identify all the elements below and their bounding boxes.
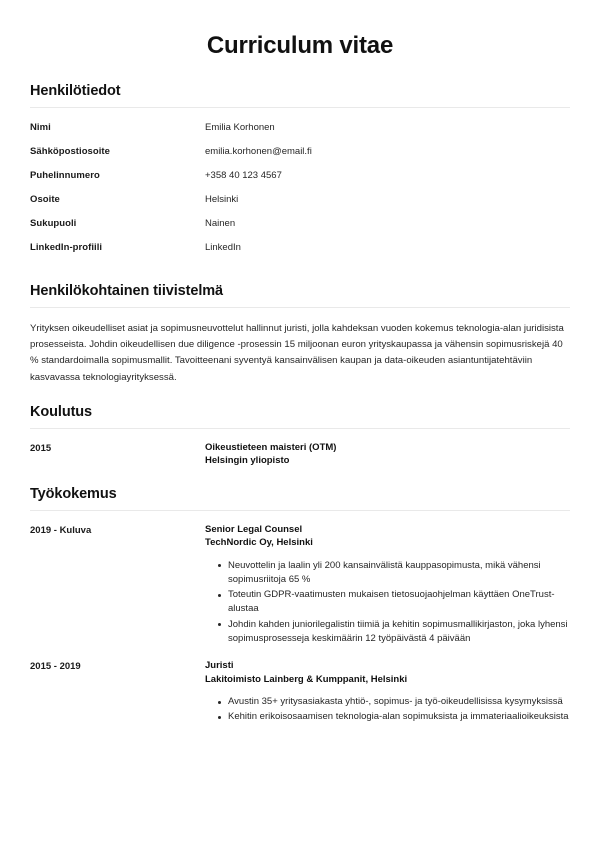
education-entry (30, 441, 570, 468)
section-divider (30, 428, 570, 429)
detail-row (30, 169, 570, 193)
detail-row (30, 241, 570, 265)
detail-row (30, 193, 570, 217)
entry-period: 2019 - Kuluva (30, 524, 92, 536)
personal-details-list (30, 121, 570, 265)
detail-value: emilia.korhonen@email.fi (205, 146, 312, 157)
entry-body (205, 659, 570, 725)
entry-body (205, 523, 570, 647)
entry-degree: Oikeustieteen maisteri (OTM) (205, 441, 337, 453)
section-experience (30, 485, 570, 726)
entry-body (205, 441, 570, 468)
section-heading-personal: Henkilötiedot (30, 83, 121, 99)
section-divider (30, 510, 570, 511)
detail-row (30, 145, 570, 169)
section-summary (30, 282, 570, 386)
spacer (30, 62, 570, 82)
detail-row (30, 217, 570, 241)
section-heading-education: Koulutus (30, 403, 93, 420)
list-item: Kehitin erikoisosaamisen teknologia-alan sopimuksista ja immateriaalioikeuksista (218, 710, 570, 724)
detail-label: Sukupuoli (30, 218, 77, 229)
summary-paragraph: Yrityksen oikeudelliset asiat ja sopimusneuvottelut hallinnut juristi, jolla kahdeksan vuoden kokemus teknologia-alan juridisista prosesseista. Johdin oikeudellisen due diligence -prosessin 15 miljoonan euron yrityskaupassa ja vähensin sopimusriskejä 40 % standardoimalla sopimusmallit. Tavoitteenani syventyä kansainvälisen kaupan ja data-oikeuden asiantuntijatehtäviin kasvavassa teknologiayrityksessä. (30, 323, 564, 383)
list-item: Johdin kahden juniorilegalistin tiimiä ja kehitin sopimusmallikirjaston, joka lyhensi sopimusprosesseja keskimäärin 12 työpäivästä 4 päivään (218, 618, 570, 646)
entry-bullet-list (205, 695, 570, 724)
detail-label: LinkedIn-profiili (30, 242, 103, 253)
spacer (30, 386, 570, 403)
section-education (30, 403, 570, 468)
detail-label: Osoite (30, 194, 60, 205)
section-heading-experience: Työkokemus (30, 485, 117, 502)
section-divider (30, 107, 570, 108)
page-title: Curriculum vitae (206, 32, 394, 59)
entry-employer: TechNordic Oy, Helsinki (205, 537, 313, 549)
list-item: Toteutin GDPR-vaatimusten mukaisen tietosuojaohjelman käyttäen OneTrust-alustaa (218, 588, 570, 616)
entry-employer: Lakitoimisto Lainberg & Kumppanit, Helsinki (205, 673, 408, 685)
detail-label: Nimi (30, 122, 51, 133)
detail-value: +358 40 123 4567 (205, 170, 282, 181)
spacer (30, 265, 570, 282)
list-item: Neuvottelin ja laalin yli 200 kansainvälistä kauppasopimusta, mikä vähensi sopimusriitoja 65 % (218, 559, 570, 587)
detail-value-linkedin[interactable]: LinkedIn (205, 242, 241, 253)
list-item: Avustin 35+ yritysasiakasta yhtiö-, sopimus- ja työ-oikeudellisissa kysymyksissä (218, 695, 570, 709)
entry-period: 2015 - 2019 (30, 661, 81, 673)
detail-label: Puhelinnumero (30, 170, 100, 181)
detail-row (30, 121, 570, 145)
detail-value: Nainen (205, 218, 236, 229)
detail-value: Helsinki (205, 194, 239, 205)
entry-period: 2015 (30, 442, 52, 454)
section-divider (30, 307, 570, 308)
entry-bullet-list (205, 559, 570, 646)
detail-label: Sähköpostiosoite (30, 146, 110, 157)
entry-job-title: Senior Legal Counsel (205, 523, 303, 535)
section-personal-details (30, 82, 570, 265)
spacer (30, 468, 570, 485)
entry-institution: Helsingin yliopisto (205, 455, 290, 467)
entry-job-title: Juristi (205, 660, 234, 672)
experience-entry (30, 659, 570, 725)
section-heading-summary: Henkilökohtainen tiivistelmä (30, 283, 223, 299)
experience-entry (30, 523, 570, 647)
detail-value: Emilia Korhonen (205, 122, 275, 133)
